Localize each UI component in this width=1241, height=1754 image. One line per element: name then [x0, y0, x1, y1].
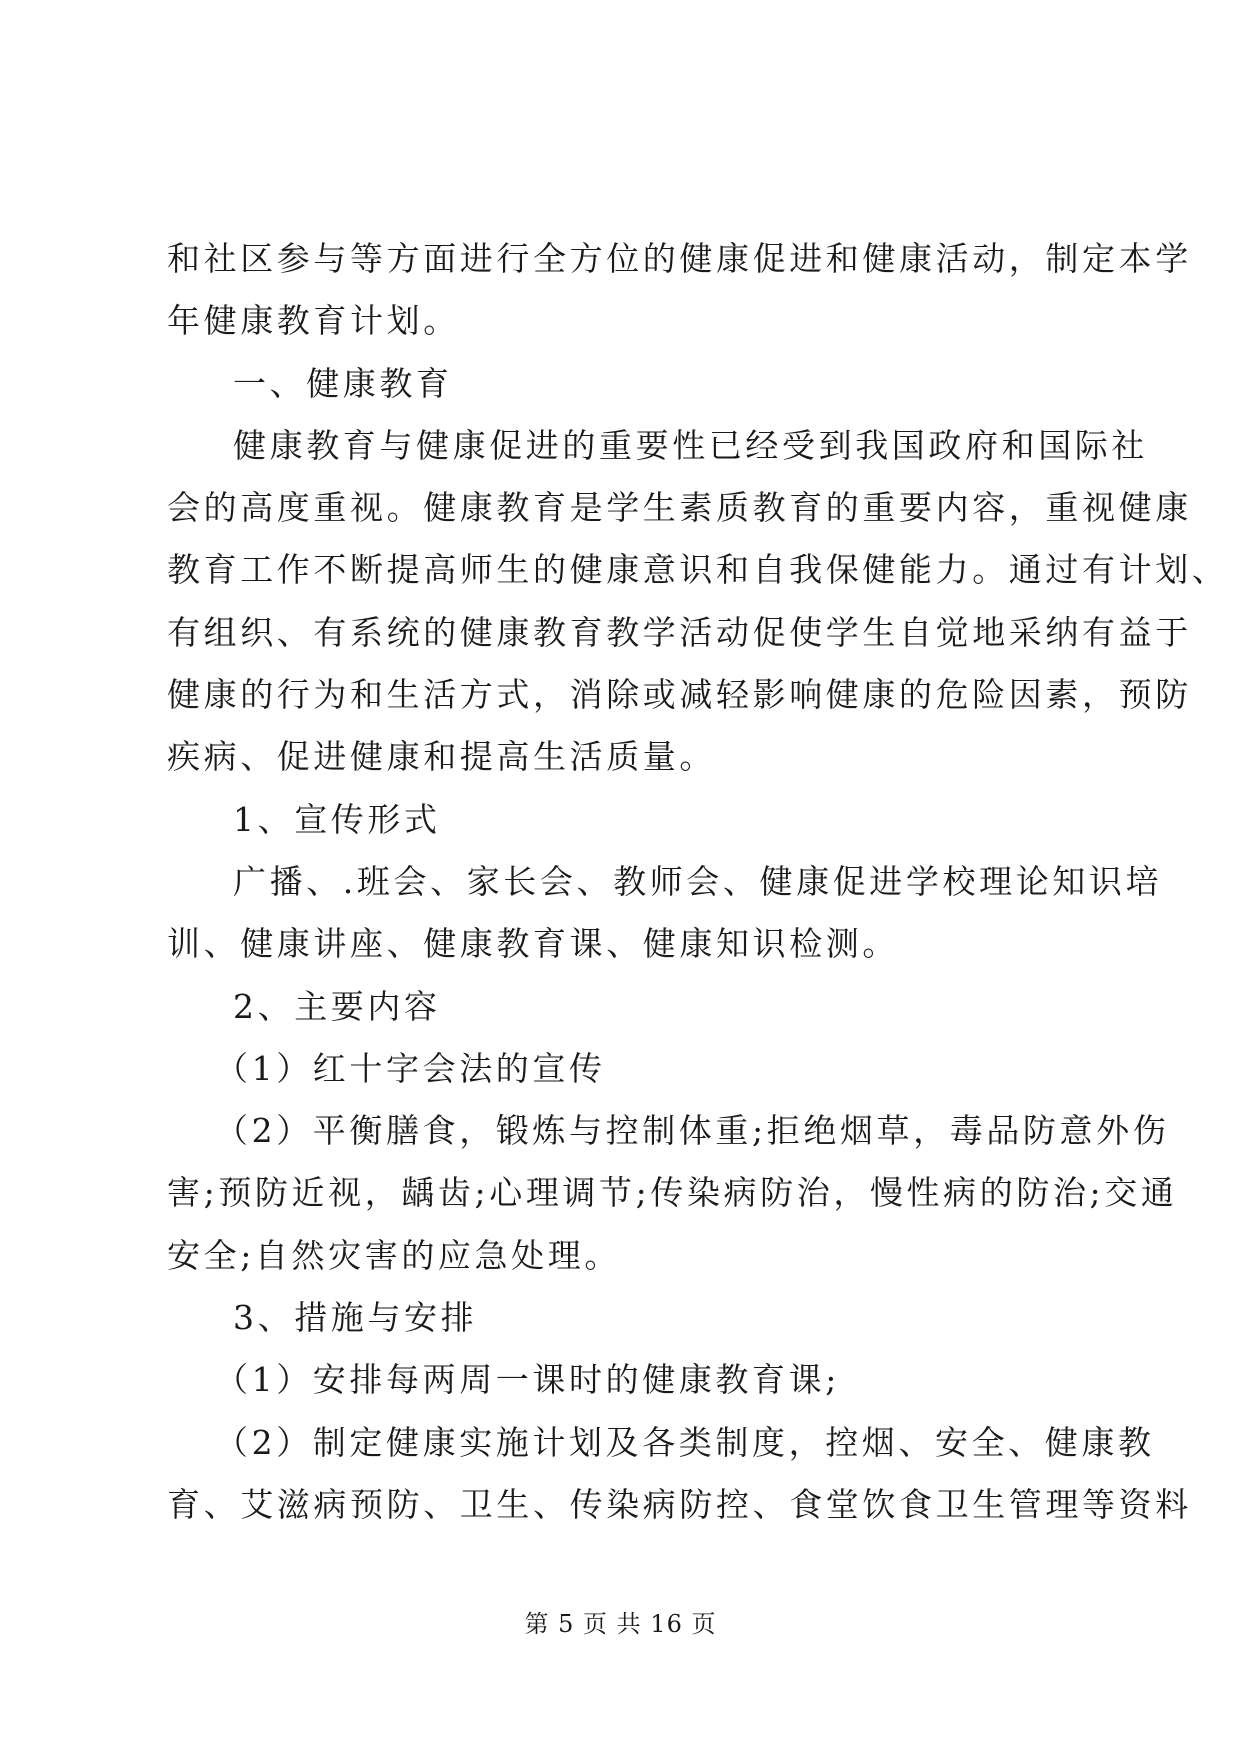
list-item: （1）红十字会法的宣传 — [215, 1048, 606, 1088]
paragraph-line: 疾病、促进健康和提高生活质量。 — [167, 737, 716, 777]
paragraph-line: 育、艾滋病预防、卫生、传染病防控、食堂饮食卫生管理等资料 — [167, 1484, 1192, 1524]
section-heading: 一、健康教育 — [233, 363, 453, 403]
paragraph-line: 安全;自然灾害的应急处理。 — [167, 1235, 621, 1275]
subsection-heading: 3、措施与安排 — [233, 1298, 478, 1338]
list-item: （2）制定健康实施计划及各类制度，控烟、安全、健康教 — [215, 1422, 1155, 1462]
subsection-heading: 2、主要内容 — [233, 986, 441, 1026]
document-body — [167, 228, 1229, 1536]
paragraph-line: 教育工作不断提高师生的健康意识和自我保健能力。通过有计划、 — [167, 550, 1229, 590]
paragraph-line: 健康的行为和生活方式，消除或减轻影响健康的危险因素，预防 — [167, 675, 1192, 715]
paragraph-line: 有组织、有系统的健康教育教学活动促使学生自觉地采纳有益于 — [167, 612, 1192, 652]
paragraph-line: 健康教育与健康促进的重要性已经受到我国政府和国际社 — [233, 425, 1148, 465]
paragraph-line: 训、健康讲座、健康教育课、健康知识检测。 — [167, 924, 899, 964]
paragraph-line: 和社区参与等方面进行全方位的健康促进和健康活动，制定本学 — [167, 239, 1192, 278]
paragraph-line: 害;预防近视，龋齿;心理调节;传染病防治，慢性病的防治;交通 — [167, 1173, 1178, 1213]
paragraph-line: 广播、.班会、家长会、教师会、健康促进学校理论知识培 — [233, 861, 1163, 901]
subsection-heading: 1、宣传形式 — [233, 799, 441, 839]
paragraph-line: 年健康教育计划。 — [167, 301, 460, 341]
list-item: （2）平衡膳食，锻炼与控制体重;拒绝烟草，毒品防意外伤 — [215, 1111, 1170, 1151]
list-item: （1）安排每两周一课时的健康教育课; — [215, 1360, 840, 1400]
paragraph-line: 会的高度重视。健康教育是学生素质教育的重要内容，重视健康 — [167, 488, 1192, 528]
page-footer: 第 5 页 共 16 页 — [524, 1610, 717, 1638]
